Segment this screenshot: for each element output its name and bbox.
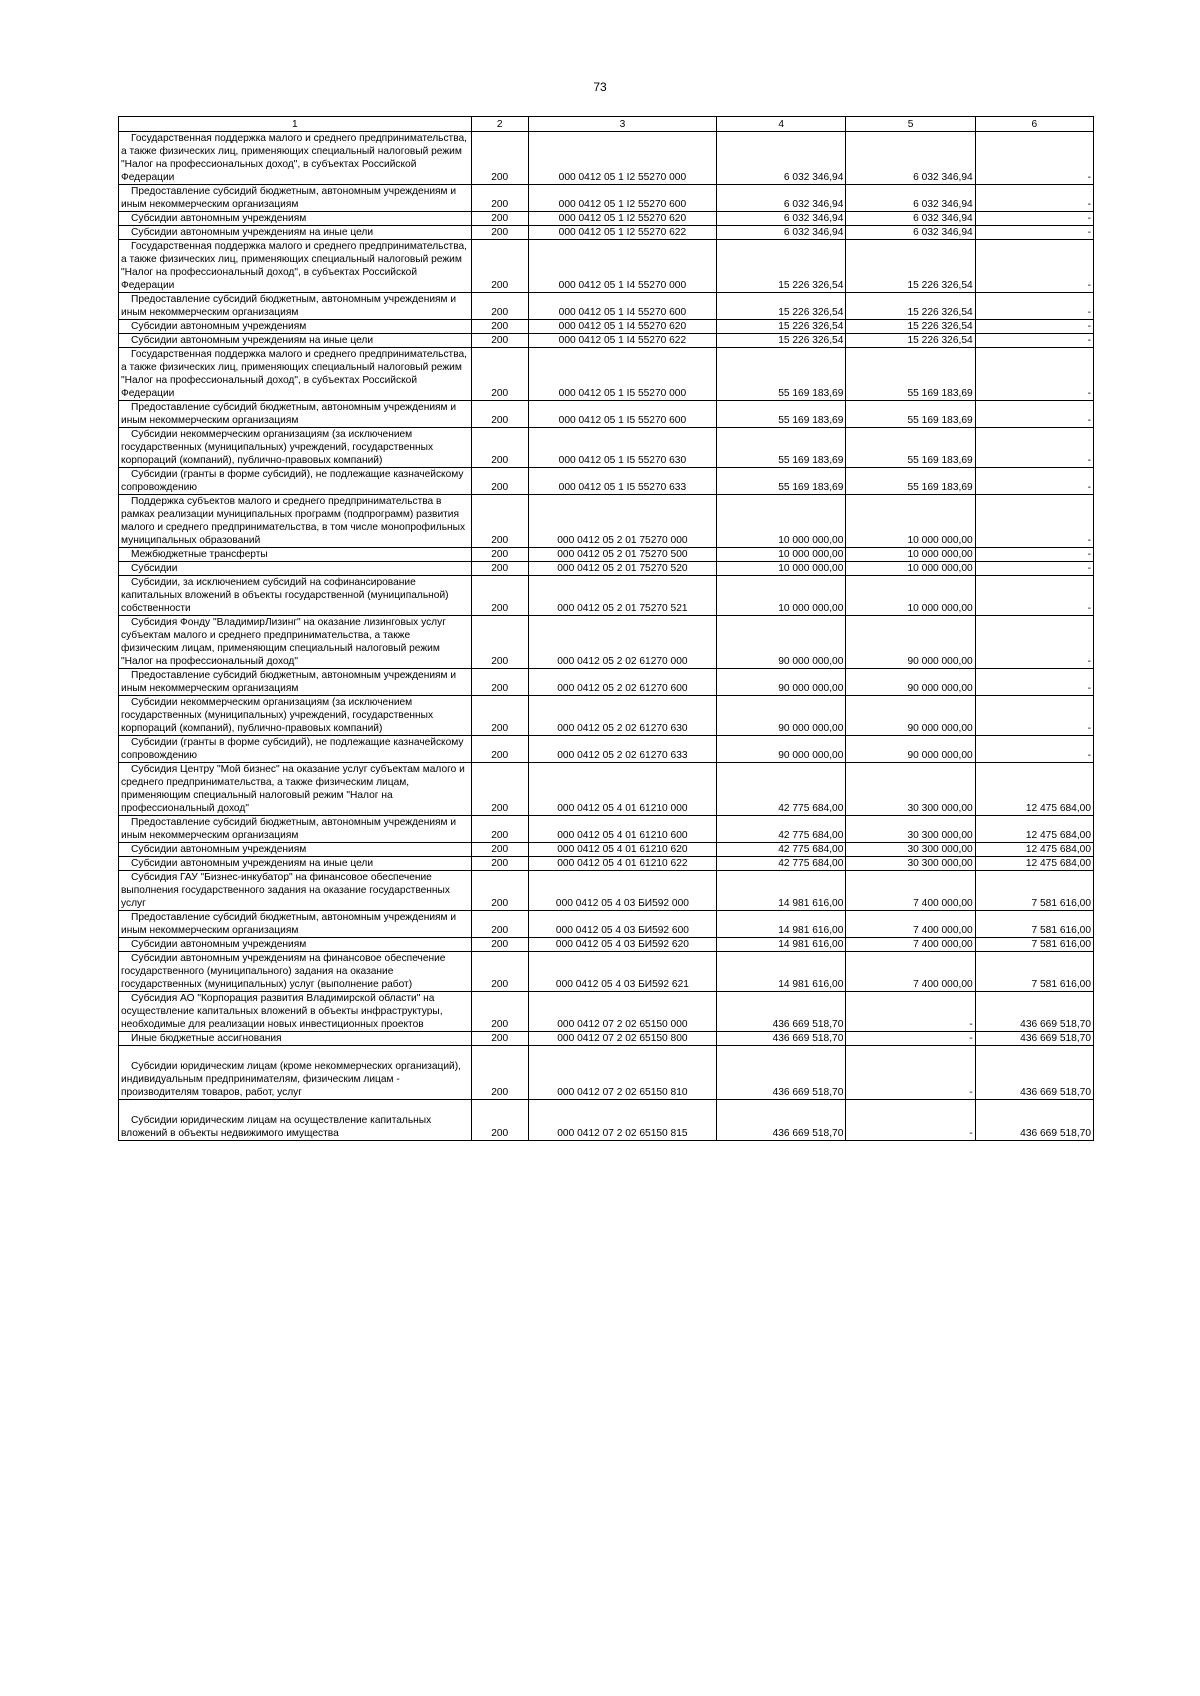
row-budget-code: 000 0412 07 2 02 65150 810 xyxy=(528,1046,716,1100)
row-admin-code: 200 xyxy=(471,576,528,616)
row-amount-regional: - xyxy=(975,240,1093,293)
row-name-text: Субсидии юридическим лицам на осуществление капитальных вложений в объекты недвижимого имущества xyxy=(121,1115,432,1139)
row-amount-total: 90 000 000,00 xyxy=(717,669,846,696)
row-admin-code: 200 xyxy=(471,132,528,185)
row-name xyxy=(119,240,472,293)
row-name xyxy=(119,669,472,696)
table-row xyxy=(119,185,1094,212)
table-row xyxy=(119,911,1094,938)
row-amount-regional: - xyxy=(975,293,1093,320)
row-name xyxy=(119,576,472,616)
row-name-text: Предоставление субсидий бюджетным, автономным учреждениям и иным некоммерческим организациям xyxy=(121,670,457,694)
row-amount-total: 55 169 183,69 xyxy=(717,428,846,468)
row-name-text: Государственная поддержка малого и среднего предпринимательства, а также физических лиц, применяющих специальный налоговый режим "Налог на профессиональный доход", в субъектах Российской Федерации xyxy=(121,349,468,399)
row-amount-regional: - xyxy=(975,616,1093,669)
row-name-text: Субсидии автономным учреждениям на финансовое обеспечение государственного (муниципального) задания на оказание государственных (муниципальных) услуг (выполнение работ) xyxy=(121,953,446,990)
row-name xyxy=(119,320,472,334)
row-amount-total: 42 775 684,00 xyxy=(717,816,846,843)
table-row xyxy=(119,240,1094,293)
row-amount-total: 42 775 684,00 xyxy=(717,857,846,871)
row-amount-regional: - xyxy=(975,736,1093,763)
row-amount-total: 436 669 518,70 xyxy=(717,992,846,1032)
row-name xyxy=(119,816,472,843)
row-admin-code: 200 xyxy=(471,1032,528,1046)
table-row xyxy=(119,548,1094,562)
row-name xyxy=(119,857,472,871)
row-budget-code: 000 0412 05 1 I5 55270 600 xyxy=(528,401,716,428)
table-body xyxy=(119,132,1094,1141)
row-budget-code: 000 0412 05 1 I2 55270 000 xyxy=(528,132,716,185)
row-amount-federal: 90 000 000,00 xyxy=(846,696,975,736)
row-amount-total: 14 981 616,00 xyxy=(717,938,846,952)
table-row xyxy=(119,576,1094,616)
column-header: 2 xyxy=(471,117,528,132)
row-budget-code: 000 0412 05 2 02 61270 633 xyxy=(528,736,716,763)
row-budget-code: 000 0412 05 1 I4 55270 622 xyxy=(528,334,716,348)
row-budget-code: 000 0412 07 2 02 65150 800 xyxy=(528,1032,716,1046)
table-row xyxy=(119,616,1094,669)
row-name xyxy=(119,495,472,548)
table-row xyxy=(119,952,1094,992)
row-amount-total: 90 000 000,00 xyxy=(717,616,846,669)
row-amount-total: 42 775 684,00 xyxy=(717,843,846,857)
table-header-row xyxy=(119,117,1094,132)
row-admin-code: 200 xyxy=(471,992,528,1032)
row-name xyxy=(119,911,472,938)
row-admin-code: 200 xyxy=(471,871,528,911)
row-amount-federal: 15 226 326,54 xyxy=(846,334,975,348)
row-budget-code: 000 0412 05 2 02 61270 000 xyxy=(528,616,716,669)
row-name xyxy=(119,952,472,992)
row-name-text: Субсидии некоммерческим организациям (за исключением государственных (муниципальных) учреждений, государственных корпораций (компаний), публично-правовых компаний) xyxy=(121,429,434,466)
column-header: 1 xyxy=(119,117,472,132)
row-name xyxy=(119,871,472,911)
row-amount-total: 436 669 518,70 xyxy=(717,1100,846,1141)
row-amount-regional: - xyxy=(975,320,1093,334)
column-header: 3 xyxy=(528,117,716,132)
row-amount-total: 436 669 518,70 xyxy=(717,1032,846,1046)
row-name-text: Субсидии автономным учреждениям xyxy=(131,844,307,855)
row-admin-code: 200 xyxy=(471,548,528,562)
row-amount-regional: - xyxy=(975,428,1093,468)
row-amount-federal: 10 000 000,00 xyxy=(846,562,975,576)
row-admin-code: 200 xyxy=(471,816,528,843)
page-number: 73 xyxy=(593,80,607,94)
table-row xyxy=(119,468,1094,495)
row-name xyxy=(119,428,472,468)
row-name xyxy=(119,401,472,428)
row-amount-federal: 55 169 183,69 xyxy=(846,348,975,401)
row-budget-code: 000 0412 05 4 01 61210 600 xyxy=(528,816,716,843)
row-admin-code: 200 xyxy=(471,952,528,992)
row-budget-code: 000 0412 05 1 I2 55270 600 xyxy=(528,185,716,212)
row-amount-total: 10 000 000,00 xyxy=(717,562,846,576)
row-amount-regional: 7 581 616,00 xyxy=(975,871,1093,911)
row-name xyxy=(119,212,472,226)
table-row xyxy=(119,226,1094,240)
column-header: 4 xyxy=(717,117,846,132)
row-amount-regional: 7 581 616,00 xyxy=(975,952,1093,992)
row-amount-regional: - xyxy=(975,468,1093,495)
row-amount-federal: - xyxy=(846,1032,975,1046)
table-row xyxy=(119,401,1094,428)
row-name xyxy=(119,348,472,401)
table-row xyxy=(119,857,1094,871)
row-amount-federal: 7 400 000,00 xyxy=(846,911,975,938)
row-amount-total: 14 981 616,00 xyxy=(717,952,846,992)
table-row xyxy=(119,992,1094,1032)
table-row xyxy=(119,669,1094,696)
row-admin-code: 200 xyxy=(471,495,528,548)
table-row xyxy=(119,763,1094,816)
row-budget-code: 000 0412 05 1 I4 55270 000 xyxy=(528,240,716,293)
row-name-text: Предоставление субсидий бюджетным, автономным учреждениям и иным некоммерческим организациям xyxy=(121,912,457,936)
row-amount-federal: 90 000 000,00 xyxy=(846,616,975,669)
row-name-text: Субсидии автономным учреждениям xyxy=(131,321,307,332)
row-name xyxy=(119,616,472,669)
row-amount-regional: - xyxy=(975,576,1093,616)
row-admin-code: 200 xyxy=(471,1100,528,1141)
row-amount-federal: 7 400 000,00 xyxy=(846,871,975,911)
row-admin-code: 200 xyxy=(471,857,528,871)
row-amount-regional: - xyxy=(975,212,1093,226)
row-budget-code: 000 0412 05 1 I4 55270 600 xyxy=(528,293,716,320)
row-amount-federal: - xyxy=(846,1046,975,1100)
row-name xyxy=(119,1032,472,1046)
row-amount-total: 436 669 518,70 xyxy=(717,1046,846,1100)
row-amount-total: 6 032 346,94 xyxy=(717,212,846,226)
row-amount-federal: 15 226 326,54 xyxy=(846,320,975,334)
row-name-text: Субсидии автономным учреждениям на иные цели xyxy=(131,335,374,346)
row-name-text: Субсидии автономным учреждениям xyxy=(131,213,307,224)
row-name-text: Субсидии автономным учреждениям на иные цели xyxy=(131,858,374,869)
row-admin-code: 200 xyxy=(471,669,528,696)
row-budget-code: 000 0412 05 4 03 БИ592 000 xyxy=(528,871,716,911)
row-admin-code: 200 xyxy=(471,938,528,952)
row-budget-code: 000 0412 05 1 I2 55270 620 xyxy=(528,212,716,226)
row-name xyxy=(119,132,472,185)
row-amount-total: 15 226 326,54 xyxy=(717,320,846,334)
row-amount-regional: 7 581 616,00 xyxy=(975,938,1093,952)
row-amount-regional: - xyxy=(975,495,1093,548)
row-name-text: Субсидия Центру "Мой бизнес" на оказание услуг субъектам малого и среднего предпринимательства, а также физическим лицам, применяющим специальный налоговый режим "Налог на профессиональный доход" xyxy=(121,764,465,814)
row-budget-code: 000 0412 05 4 01 61210 620 xyxy=(528,843,716,857)
row-name xyxy=(119,226,472,240)
row-amount-federal: 90 000 000,00 xyxy=(846,736,975,763)
row-amount-federal: 55 169 183,69 xyxy=(846,468,975,495)
row-amount-total: 14 981 616,00 xyxy=(717,871,846,911)
row-name xyxy=(119,548,472,562)
row-admin-code: 200 xyxy=(471,911,528,938)
row-admin-code: 200 xyxy=(471,401,528,428)
row-amount-federal: 6 032 346,94 xyxy=(846,185,975,212)
row-name-text: Предоставление субсидий бюджетным, автономным учреждениям и иным некоммерческим организациям xyxy=(121,294,457,318)
row-amount-total: 55 169 183,69 xyxy=(717,401,846,428)
column-header: 5 xyxy=(846,117,975,132)
row-amount-total: 10 000 000,00 xyxy=(717,548,846,562)
row-amount-federal: - xyxy=(846,1100,975,1141)
row-name-text: Иные бюджетные ассигнования xyxy=(131,1033,282,1044)
row-amount-regional: 12 475 684,00 xyxy=(975,763,1093,816)
row-amount-regional: 7 581 616,00 xyxy=(975,911,1093,938)
row-amount-federal: 55 169 183,69 xyxy=(846,401,975,428)
row-amount-federal: 90 000 000,00 xyxy=(846,669,975,696)
row-budget-code: 000 0412 05 4 03 БИ592 600 xyxy=(528,911,716,938)
row-name xyxy=(119,1046,472,1100)
column-header: 6 xyxy=(975,117,1093,132)
table-row xyxy=(119,816,1094,843)
row-budget-code: 000 0412 05 2 01 75270 500 xyxy=(528,548,716,562)
row-budget-code: 000 0412 05 2 02 61270 600 xyxy=(528,669,716,696)
row-amount-federal: 7 400 000,00 xyxy=(846,938,975,952)
row-budget-code: 000 0412 05 4 03 БИ592 621 xyxy=(528,952,716,992)
table-row xyxy=(119,736,1094,763)
row-amount-regional: 12 475 684,00 xyxy=(975,843,1093,857)
row-name-text: Межбюджетные трансферты xyxy=(131,549,268,560)
row-amount-federal: 10 000 000,00 xyxy=(846,495,975,548)
row-amount-total: 90 000 000,00 xyxy=(717,696,846,736)
row-admin-code: 200 xyxy=(471,226,528,240)
row-amount-federal: 30 300 000,00 xyxy=(846,763,975,816)
row-name-text: Предоставление субсидий бюджетным, автономным учреждениям и иным некоммерческим организациям xyxy=(121,817,457,841)
row-budget-code: 000 0412 05 2 02 61270 630 xyxy=(528,696,716,736)
row-name xyxy=(119,938,472,952)
row-amount-regional: - xyxy=(975,401,1093,428)
row-amount-federal: - xyxy=(846,992,975,1032)
row-name xyxy=(119,468,472,495)
row-name-text: Субсидия АО "Корпорация развития Владимирской области" на осуществление капитальных вложений в объекты инфраструктуры, необходимые для реализации новых инвестиционных проектов xyxy=(121,993,443,1030)
row-admin-code: 200 xyxy=(471,428,528,468)
row-name-text: Предоставление субсидий бюджетным, автономным учреждениям и иным некоммерческим организациям xyxy=(121,186,457,210)
row-amount-regional: - xyxy=(975,696,1093,736)
row-amount-regional: - xyxy=(975,669,1093,696)
row-amount-regional: - xyxy=(975,548,1093,562)
row-name-text: Субсидии (гранты в форме субсидий), не подлежащие казначейскому сопровождению xyxy=(121,469,464,493)
row-name xyxy=(119,293,472,320)
row-name-text: Субсидия ГАУ "Бизнес-инкубатор" на финансовое обеспечение выполнения государственного задания на оказание государственных услуг xyxy=(121,872,450,909)
row-admin-code: 200 xyxy=(471,293,528,320)
row-budget-code: 000 0412 05 2 01 75270 521 xyxy=(528,576,716,616)
row-budget-code: 000 0412 05 4 03 БИ592 620 xyxy=(528,938,716,952)
row-admin-code: 200 xyxy=(471,240,528,293)
table-row xyxy=(119,428,1094,468)
row-admin-code: 200 xyxy=(471,348,528,401)
table-row xyxy=(119,1032,1094,1046)
row-budget-code: 000 0412 05 1 I5 55270 633 xyxy=(528,468,716,495)
row-admin-code: 200 xyxy=(471,736,528,763)
row-amount-regional: - xyxy=(975,348,1093,401)
row-amount-federal: 15 226 326,54 xyxy=(846,293,975,320)
row-admin-code: 200 xyxy=(471,616,528,669)
row-name-text: Государственная поддержка малого и среднего предпринимательства, а также физических лиц, применяющих специальный налоговый режим "Налог на профессиональный доход", в субъектах Российской Федерации xyxy=(121,241,468,291)
row-amount-total: 15 226 326,54 xyxy=(717,293,846,320)
row-amount-federal: 6 032 346,94 xyxy=(846,226,975,240)
row-admin-code: 200 xyxy=(471,696,528,736)
row-budget-code: 000 0412 05 4 01 61210 622 xyxy=(528,857,716,871)
table-row xyxy=(119,1046,1094,1100)
row-amount-regional: 12 475 684,00 xyxy=(975,816,1093,843)
row-amount-total: 15 226 326,54 xyxy=(717,334,846,348)
row-name-text: Субсидии автономным учреждениям xyxy=(131,939,307,950)
row-amount-total: 42 775 684,00 xyxy=(717,763,846,816)
table-row xyxy=(119,212,1094,226)
row-name-text: Государственная поддержка малого и среднего предпринимательства, а также физических лиц, применяющих специальный налоговый режим "Налог на профессиональных доход", в субъектах Российской Федерации xyxy=(121,133,468,183)
row-amount-regional: - xyxy=(975,334,1093,348)
row-amount-total: 14 981 616,00 xyxy=(717,911,846,938)
row-admin-code: 200 xyxy=(471,212,528,226)
row-amount-total: 6 032 346,94 xyxy=(717,185,846,212)
row-amount-federal: 7 400 000,00 xyxy=(846,952,975,992)
row-name-text: Поддержка субъектов малого и среднего предпринимательства в рамках реализации муниципальных программ (подпрограмм) развития малого и среднего предпринимательства, в том числе монопрофильных муниципальных образований xyxy=(121,496,466,546)
row-name-text: Субсидии автономным учреждениям на иные цели xyxy=(131,227,374,238)
row-budget-code: 000 0412 05 1 I2 55270 622 xyxy=(528,226,716,240)
row-amount-regional: - xyxy=(975,185,1093,212)
row-budget-code: 000 0412 05 1 I4 55270 620 xyxy=(528,320,716,334)
row-name xyxy=(119,763,472,816)
row-amount-federal: 55 169 183,69 xyxy=(846,428,975,468)
table-row xyxy=(119,348,1094,401)
table-row xyxy=(119,696,1094,736)
row-amount-total: 6 032 346,94 xyxy=(717,132,846,185)
row-budget-code: 000 0412 05 2 01 75270 520 xyxy=(528,562,716,576)
table-row xyxy=(119,938,1094,952)
row-budget-code: 000 0412 05 2 01 75270 000 xyxy=(528,495,716,548)
row-budget-code: 000 0412 05 1 I5 55270 630 xyxy=(528,428,716,468)
row-name-text: Субсидии юридическим лицам (кроме некоммерческих организаций), индивидуальным предпринимателям, физическим лицам - производителям товаров, работ, услуг xyxy=(121,1061,461,1098)
row-amount-regional: 436 669 518,70 xyxy=(975,1032,1093,1046)
table-row xyxy=(119,562,1094,576)
row-name xyxy=(119,696,472,736)
table-row xyxy=(119,320,1094,334)
row-admin-code: 200 xyxy=(471,320,528,334)
table-row xyxy=(119,334,1094,348)
table-row xyxy=(119,132,1094,185)
row-amount-federal: 10 000 000,00 xyxy=(846,576,975,616)
row-name-text: Субсидия Фонду "ВладимирЛизинг" на оказание лизинговых услуг субъектам малого и среднего предпринимательства, а также физическим лицам, применяющим специальный налоговый режим "Налог на профессиональный доход" xyxy=(121,617,446,667)
row-name xyxy=(119,1100,472,1141)
table-row xyxy=(119,871,1094,911)
row-budget-code: 000 0412 07 2 02 65150 000 xyxy=(528,992,716,1032)
row-admin-code: 200 xyxy=(471,468,528,495)
row-amount-total: 90 000 000,00 xyxy=(717,736,846,763)
table-row xyxy=(119,1100,1094,1141)
row-name-text: Субсидии (гранты в форме субсидий), не подлежащие казначейскому сопровождению xyxy=(121,737,464,761)
row-name-text: Предоставление субсидий бюджетным, автономным учреждениям и иным некоммерческим организациям xyxy=(121,402,457,426)
row-admin-code: 200 xyxy=(471,763,528,816)
row-admin-code: 200 xyxy=(471,1046,528,1100)
row-amount-regional: 436 669 518,70 xyxy=(975,1100,1093,1141)
row-amount-total: 10 000 000,00 xyxy=(717,576,846,616)
row-amount-regional: 436 669 518,70 xyxy=(975,992,1093,1032)
row-amount-total: 10 000 000,00 xyxy=(717,495,846,548)
row-name-text: Субсидии, за исключением субсидий на софинансирование капитальных вложений в объекты государственной (муниципальной) собственности xyxy=(121,577,449,614)
row-name xyxy=(119,992,472,1032)
row-admin-code: 200 xyxy=(471,843,528,857)
table-row xyxy=(119,843,1094,857)
table-row xyxy=(119,495,1094,548)
row-amount-federal: 30 300 000,00 xyxy=(846,816,975,843)
row-name xyxy=(119,185,472,212)
row-amount-federal: 15 226 326,54 xyxy=(846,240,975,293)
row-budget-code: 000 0412 07 2 02 65150 815 xyxy=(528,1100,716,1141)
row-amount-federal: 10 000 000,00 xyxy=(846,548,975,562)
row-amount-total: 55 169 183,69 xyxy=(717,468,846,495)
row-amount-federal: 30 300 000,00 xyxy=(846,843,975,857)
row-amount-federal: 6 032 346,94 xyxy=(846,212,975,226)
row-amount-regional: - xyxy=(975,226,1093,240)
row-admin-code: 200 xyxy=(471,334,528,348)
row-admin-code: 200 xyxy=(471,185,528,212)
row-amount-federal: 30 300 000,00 xyxy=(846,857,975,871)
row-admin-code: 200 xyxy=(471,562,528,576)
row-name xyxy=(119,736,472,763)
row-budget-code: 000 0412 05 4 01 61210 000 xyxy=(528,763,716,816)
row-name xyxy=(119,843,472,857)
row-amount-total: 6 032 346,94 xyxy=(717,226,846,240)
row-name xyxy=(119,562,472,576)
row-name xyxy=(119,334,472,348)
row-amount-regional: 436 669 518,70 xyxy=(975,1046,1093,1100)
row-name-text: Субсидии xyxy=(131,563,178,574)
budget-table xyxy=(118,116,1094,1141)
row-amount-regional: - xyxy=(975,132,1093,185)
row-amount-total: 15 226 326,54 xyxy=(717,240,846,293)
row-amount-federal: 6 032 346,94 xyxy=(846,132,975,185)
table-row xyxy=(119,293,1094,320)
row-amount-total: 55 169 183,69 xyxy=(717,348,846,401)
row-amount-regional: 12 475 684,00 xyxy=(975,857,1093,871)
row-budget-code: 000 0412 05 1 I5 55270 000 xyxy=(528,348,716,401)
row-name-text: Субсидии некоммерческим организациям (за исключением государственных (муниципальных) учреждений, государственных корпораций (компаний), публично-правовых компаний) xyxy=(121,697,434,734)
row-amount-regional: - xyxy=(975,562,1093,576)
